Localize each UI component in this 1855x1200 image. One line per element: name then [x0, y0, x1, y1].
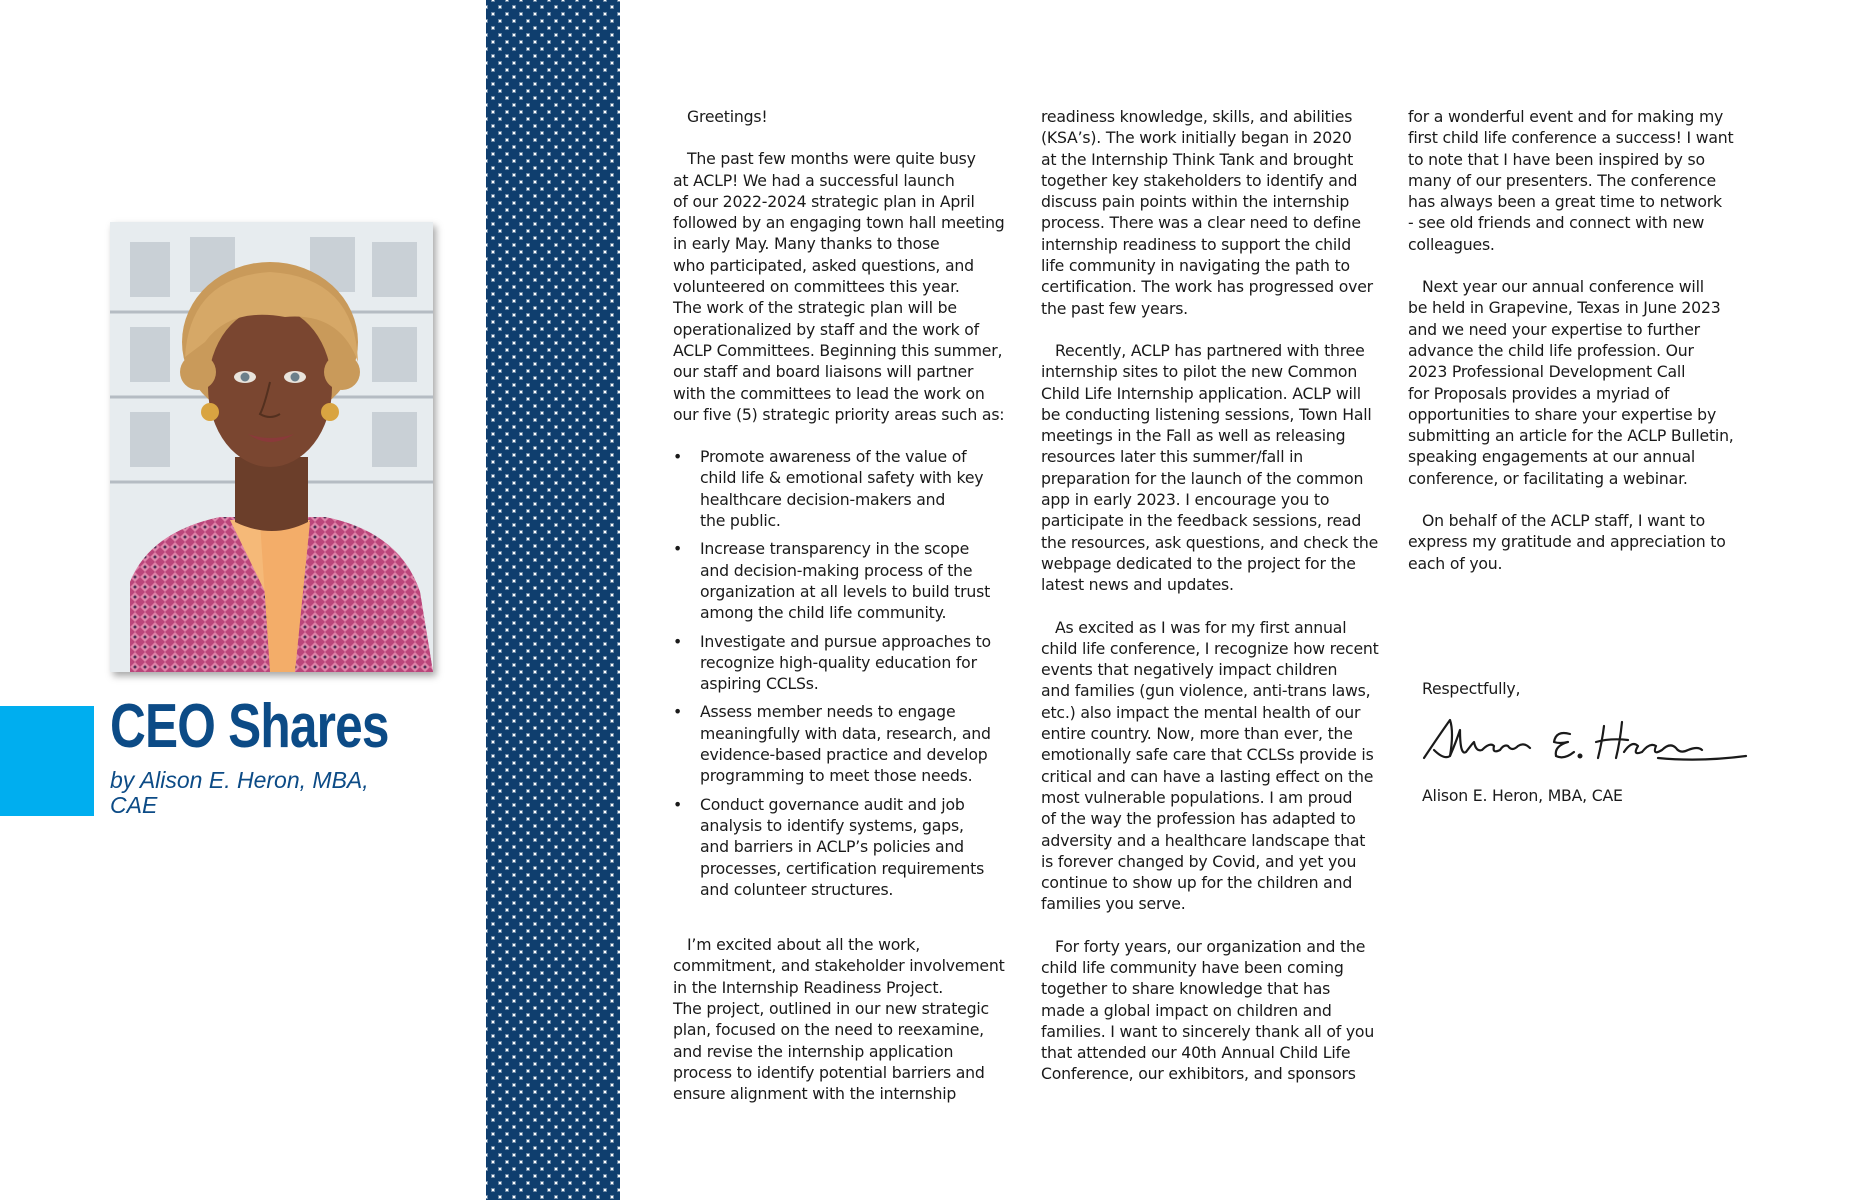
polka-dot-strip: [486, 0, 620, 1200]
handwritten-signature: [1420, 712, 1750, 772]
priority-list: [673, 446, 1018, 900]
letter-greeting: Greetings!: [687, 107, 768, 126]
letter-paragraph: On behalf of the ACLP staff, I want to express my gratitude and appreciation to each of you.: [1408, 511, 1726, 573]
letter-closing: Respectfully,: [1422, 679, 1521, 698]
letter-paragraph: readiness knowledge, skills, and abilities (KSA’s). The work initially began in 2020 at the Internship Think Tank and brought together key stakeholders to identify and discuss pain points within the internship process. There was a clear need to define internship readiness to support the child life community in navigating the path to certification. The work has progressed over the past few years.: [1041, 107, 1373, 318]
letter-paragraph: As excited as I was for my first annual child life conference, I recognize how recent events that negatively impact children and families (gun violence, anti-trans laws, etc.) also impact the mental health of our entire country. Now, more than ever, the emotionally safe care that CCLSs provide is critical and can have a lasting effect on the most vulnerable populations. I am proud of the way the profession has adapted to adversity and a healthcare landscape that is forever changed by Covid, and yet you continue to show up for the children and families you serve.: [1041, 617, 1379, 914]
list-item: [673, 631, 1018, 695]
letter-column-3: [1408, 106, 1763, 574]
list-item: [673, 701, 1018, 786]
author-byline: by Alison E. Heron, MBA, CAE: [110, 767, 369, 818]
list-item-text: Conduct governance audit and job analysis to identify systems, gaps, and barriers in ACLP’s policies and processes, certification requirements and colunteer structures.: [700, 794, 985, 899]
list-item: [673, 794, 1018, 900]
bullet-icon: •: [673, 794, 683, 814]
page-title: CEO Shares: [110, 692, 389, 761]
list-item: [673, 538, 1018, 623]
letter-column-2: [1041, 106, 1391, 1085]
bullet-icon: •: [673, 539, 683, 559]
list-item-text: Investigate and pursue approaches to recognize high-quality education for aspiring CCLSs.: [700, 631, 991, 694]
letter-paragraph: Recently, ACLP has partnered with three internship sites to pilot the new Common Child Life Internship application. ACLP will be conducting listening sessions, Town Hall meetings in the Fall as well as releasing resources later this summer/fall in preparation for the launch of the common app in early 2023. I encourage you to participate in the feedback sessions, read the resources, ask questions, and check the webpage dedicated to the project for the latest news and updates.: [1041, 340, 1379, 595]
bullet-icon: •: [673, 702, 683, 722]
list-item-text: Assess member needs to engage meaningfully with data, research, and evidence-based practice and develop programming to meet those needs.: [700, 702, 991, 786]
list-item: [673, 446, 1018, 531]
author-portrait: [110, 222, 433, 672]
bullet-icon: •: [673, 631, 683, 651]
signer-name: Alison E. Heron, MBA, CAE: [1422, 786, 1623, 805]
list-item-text: Increase transparency in the scope and decision-making process of the organization at all levels to build trust among the child life community.: [700, 539, 991, 623]
letter-paragraph: For forty years, our organization and the child life community have been coming together to share knowledge that has made a global impact on children and families. I want to sincerely thank all of you that attended our 40th Annual Child Life Conference, our exhibitors, and sponsors: [1041, 936, 1375, 1084]
bullet-icon: •: [673, 447, 683, 467]
letter-paragraph: for a wonderful event and for making my first child life conference a success! I want to note that I have been inspired by so many of our presenters. The conference has always been a great time to network - see old friends and connect with new colleagues.: [1408, 107, 1734, 254]
letter-paragraph: Next year our annual conference will be held in Grapevine, Texas in June 2023 and we need your expertise to further advance the child life profession. Our 2023 Professional Development Call for Proposals provides a myriad of opportunities to share your expertise by submitting an article for the ACLP Bulletin, speaking engagements at our annual conference, or facilitating a webinar.: [1408, 277, 1734, 488]
letter-column-1: [673, 106, 1018, 1104]
list-item-text: Promote awareness of the value of child life & emotional safety with key healthcare decision-makers and the public.: [700, 447, 984, 531]
letter-paragraph: I’m excited about all the work, commitment, and stakeholder involvement in the Internship Readiness Project. The project, outlined in our new strategic plan, focused on the need to reexamine, and revise the internship application process to identify potential barriers and ensure alignment with the internship: [673, 935, 1005, 1104]
accent-block: [0, 706, 94, 816]
portrait-illustration: [110, 222, 433, 672]
letter-paragraph: The past few months were quite busy at ACLP! We had a successful launch of our 2022-2024 strategic plan in April followed by an engaging town hall meeting in early May. Many thanks to those who participated, asked questions, and volunteered on committees this year. The work of the strategic plan will be operationalized by staff and the work of ACLP Committees. Beginning this summer, our staff and board liaisons will partner with the committees to lead the work on our five (5) strategic priority areas such as:: [673, 149, 1005, 424]
